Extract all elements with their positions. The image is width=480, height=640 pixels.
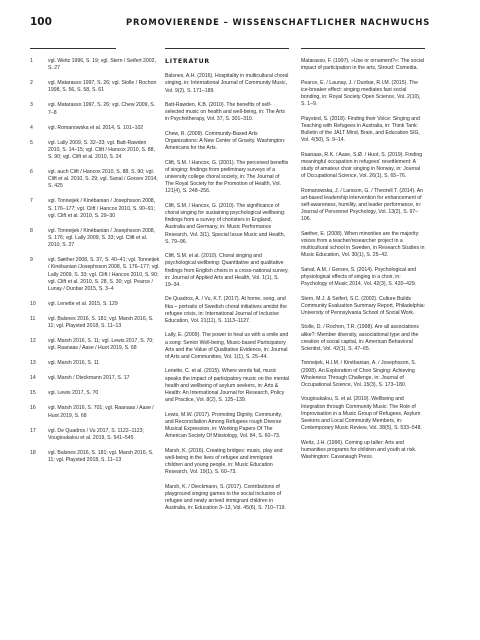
literature-column-middle <box>165 58 289 520</box>
endnote-number: 2 <box>30 80 33 87</box>
reference-entry: Stern, M.J. & Seifert, S.C. (2002). Culture Builds Community Evaluation Summary Report, Philadelphia: University of Pennsylvania School of Social Work. <box>301 295 426 316</box>
literature-heading: LITERATUR <box>165 58 210 65</box>
endnote-text: vgl. Weitz 1996, S. 19; vgl. Stern / Seifert 2002, S. 27 <box>48 58 156 72</box>
reference-entry: Clift, S.M. / Hancox, G. (2010). The significance of choral singing for sustaining psychological wellbeing: findings from a survey of choristers in England, Australia and Germany, in: Music Performance Research, Vol. 3(1), Special Issue Music and Health, S. 79–96. <box>165 202 286 245</box>
reference-entry: Stolle, D. / Rochon, T.R. (1998). Are all associations alike?: Member diversity, associational type and the creation of social capital, in: American Behavioral Scientist, Vol. 42(1), S. 47–65. <box>301 324 419 352</box>
endnote-text: vgl. Balsnes 2016, S. 181; vgl. Marsh 2016, S. 11; vgl. Playsted 2018, S. 11–13 <box>48 316 154 330</box>
reference-entry: Sæther, E. (2008). When minorities are the majority: voices from a teacher/researcher project in a multicultural school in Sweden, in Research Studies in Music Education, Vol. 30(1), S. 25–42. <box>301 230 425 259</box>
reference-entry: Lenette, C. et al. (2015). Where words fail, music speaks the impact of participatory music on the mental health and wellbeing of asylum seekers, in: Arts & Health: An International Journal for Research, Policy and Practice, Vol. 8(2), S. 125–139. <box>165 368 290 404</box>
page-number: 100 <box>30 16 52 28</box>
endnote-number: 15 <box>30 390 36 397</box>
reference-entry: Batt-Rawden, K.B. (2010). The benefits of self-selected music on health and well-being, in: The Arts in Psychotherapy, Vol. 37, S. 301–310. <box>165 102 285 123</box>
reference-entry: Lally, E. (2009). The power to heal us with a smile and a song: Senior Well-being, Music-based Participatory Arts and the Value of Qualitative Evidence, in: Journal of Arts and Communities, Vol. 1(1), S. 25–44. <box>165 332 289 361</box>
endnote <box>30 301 160 308</box>
reference-entry: Balsnes, A.H. (2016). Hospitality in multicultural choral singing, in: International Journal of Community Music, Vol. 9(2), S. 171–189. <box>165 73 289 94</box>
reference-entry: Weitz, J.H. (1996). Coming up taller: Arts and humanities programs for children and youth at risk. Washington: Cavanaugh Press. <box>301 439 417 460</box>
endnote-text: vgl. Sæther 2008, S. 37, S. 40–41; vgl. Tonneijek / Kinébanian /Josephsson 2008, S. 176–177; vgl. Lally 2009, S. 33; vgl. Clift / Hancox 2010, S. 90; vgl. Clift et al. 2010, S. 28, S. 30; vgl. Pearce / Lunay / Dunbar 2015, S. 3–4 <box>48 257 160 293</box>
endnote-number: 7 <box>30 198 33 205</box>
endnote-text: vgl. Tonneijek / Kinébanian / Josephsson 2008, S. 176–177; vgl. Clift / Hancox 2010, S. 90–91; vgl. Clift et al. 2010, S. 29–30 <box>48 198 156 219</box>
endnote <box>30 375 160 382</box>
reference-entry: De Quadros, A. / Vu, K.T. (2017). At home, song, and fika – portraits of Swedish choral initiatives amidst the refugee crisis, in: International Journal of Inclusive Education, Vol. 21(11), S. 1113–1127. <box>165 296 288 325</box>
endnote-number: 18 <box>30 449 36 456</box>
literature-divider-middle <box>165 48 289 49</box>
endnote-text: vgl. Romanowska et al. 2014, S. 101–102 <box>48 124 144 131</box>
endnote-number: 5 <box>30 139 33 146</box>
endnote-number: 11 <box>30 316 36 323</box>
endnote <box>30 140 160 162</box>
notes-divider <box>30 48 116 49</box>
endnote-text: vgl. Lewis 2017, S. 70 <box>48 390 99 397</box>
endnote-number: 10 <box>30 301 36 308</box>
endnote-number: 17 <box>30 427 36 434</box>
endnote-number: 16 <box>30 405 36 412</box>
endnote-number: 13 <box>30 360 36 367</box>
endnote-number: 9 <box>30 257 33 264</box>
endnote <box>30 198 160 220</box>
endnote <box>30 360 160 367</box>
endnote-text: vgl. Marsh 2016, S. 11; vgl. Lewis 2017, S. 70; vgl. Raanaas / Aase / Huot 2019, S. 68 <box>48 338 154 352</box>
endnote <box>30 169 160 191</box>
endnote-text: vgl. De Quadros / Vu 2017, S. 1122–1123; Vougioukalou et al. 2019, S. 541–545 <box>48 427 144 441</box>
page-header <box>30 16 454 30</box>
endnote <box>30 316 160 330</box>
reference-entry: Matarasso, F. (1997). »Use or ornament?«: The social impact of participation in the arts, Stroud: Comedia. <box>301 58 425 72</box>
reference-entry: Chew, R. (2009). Community-Based Arts Organizations: A New Center of Gravity. Washington: Americans for the Arts. <box>165 130 286 152</box>
endnote-text: vgl. Marsh / Dieckmann 2017, S. 17 <box>48 375 130 382</box>
reference-entry: Clift, S.M. / Hancox, G. (2001). The perceived benefits of singing: findings from preliminary surveys of a university college choral society, in: The Journal of The Royal Society for the Promotion of Health, Vol. 121(4), S. 248–256. <box>165 159 289 195</box>
reference-entry: Lewis, M.W. (2017). Promoting Dignity, Community, and Reconciliation Among Refugees rough Diverse Musical Expression, in: Working Papers Of The American Society Of Missiology, Vol. 84, S. 60–73. <box>165 411 282 440</box>
endnote-text: vgl. Lenette et al. 2015, S. 129 <box>48 301 118 308</box>
endnote <box>30 450 160 464</box>
endnote-text: vgl. Matarasso 1997, S. 26; vgl. Stolle / Rochon 1998, S. 56, S. 58, S. 61 <box>48 80 157 94</box>
endnote-number: 6 <box>30 169 33 176</box>
reference-entry: Vougioukalou, S. et al. (2019). Wellbeing and Integration through Community Music: The Role of Improvisation in a Music Group of Refugees, Asylum Seekers and Local Community Members, in: Contemporary Music Review, Vol. 38(5), S. 533–548. <box>301 396 422 432</box>
reference-entry: Playsted, S. (2018). Finding their Voice: Singing and Teaching with Refugees in Australia, in: Think Tank: Bulletin of the JALT Mind, Brain, and Education SIG, Vol. 4(50), S. 9–14. <box>301 115 420 144</box>
endnote-number: 1 <box>30 58 33 64</box>
literature-list-right <box>301 58 425 461</box>
endnote <box>30 257 160 293</box>
literature-column-right <box>301 58 425 468</box>
endnote-number: 8 <box>30 227 33 234</box>
endnote-number: 12 <box>30 338 36 345</box>
endnote <box>30 338 160 352</box>
endnote-number: 14 <box>30 375 36 382</box>
endnote-number: 3 <box>30 102 33 109</box>
reference-entry: Tonneijek, H.I.M. / Kinébanian, A. / Josephsson, S. (2008). An Exploration of Choir Singing: Achieving Wholeness Through Challenge, in: Journal of Occupational Science, Vol. 15(3), S. 173–180. <box>301 360 417 388</box>
endnote <box>30 405 160 419</box>
literature-divider-right <box>301 48 425 49</box>
reference-entry: Clift, S.M. et al. (2010). Choral singing and psychological wellbeing: Quantitative and qualitative findings from English choirs in a cross-national survey, in: Journal of Applied Arts and Health, Vol. 1(1), S. 19–34. <box>165 253 289 289</box>
endnote-text: vgl. Lally 2009, S. 32–33; vgl. Batt-Rawden 2010, S. 14–15; vgl. Clift / Hancox 2010, S. 88, S. 90; vgl. Clift et al. 2010, S. 24 <box>48 139 155 161</box>
endnote-text: vgl. Marsh 2016, S. 701; vgl. Raanaas / Aase / Huot 2019, S. 68 <box>48 405 154 419</box>
reference-entry: Pearce, E. / Launay, J. / Dunbar, R.I.M. (2015). The ice-breaker effect: singing mediates fast social bonding, in: Royal Society Open Science, Vol. 2(10), S. 1–9. <box>301 79 421 108</box>
endnote <box>30 102 160 116</box>
endnote-text: vgl. Tonneijek / Kinébanian / Josephsson 2008, S. 176; vgl. Lally 2009, S. 33; vgl. Clift et al. 2010, S. 27 <box>48 227 156 249</box>
endnote <box>30 228 160 250</box>
literature-list-middle <box>165 73 289 512</box>
endnote-text: vgl. Matarasso 1997, S. 26; vgl. Chew 2009, S. 7–8 <box>48 102 156 116</box>
reference-entry: Marsh, K. / Dieckmann, S. (2017). Contributions of playground singing games to the social inclusion of refugee and newly arrived immigrant children in Australia, in: Education 3–13, Vol. 45(6), S. 710–719. <box>165 483 286 512</box>
endnote <box>30 390 160 397</box>
reference-entry: Romanowska, J. / Larsson, G. / Theorell T. (2014). An art-based leadership intervention for enhancement of self-awareness, humility, and leader performance, in: Journal of Personnel Psychology, Vol. 13(2), S. 97–106. <box>301 187 424 223</box>
endnote <box>30 80 160 94</box>
endnote-text: vgl. Marsh 2016, S. 11 <box>48 360 100 367</box>
endnote-text: vgl. Balsnes 2016, S. 181; vgl. Marsh 2016, S. 11; vgl. Playsted 2018, S. 11–13 <box>48 449 154 464</box>
endnote <box>30 125 160 132</box>
endnote-number: 4 <box>30 124 33 131</box>
reference-entry: Sanal, A.M. / Gorsev, S. (2014). Psychological and physiological effects of singing in a choir, in: Psychology of Music 2014, Vol. 42(3), S. 420–429. <box>301 266 417 288</box>
endnote-text: vgl. auch Clift / Hancox 2010, S. 88, S. 90; vgl. Clift et al. 2010, S. 29; vgl. Sanal / Gorsev 2014, S. 425 <box>48 169 158 190</box>
reference-entry: Marsh, K. (2016). Creating bridges: music, play and well-being in the lives of refugee and immigrant children and young people, in: Music Education Research, Vol. 19(1), S. 60–73. <box>165 447 283 476</box>
reference-entry: Raanaas, R.K. / Aase, S.Ø. / Huot, S. (2019). Finding meaningful occupation in refugees' resettlement: A study of amateur choir singing in Norway, in: Journal of Occupational Science, Vol. 26(1), S. 65–76. <box>301 151 423 180</box>
running-title: PROMOVIERENDE – WISSENSCHAFTLICHER NACHWUCHS <box>126 17 431 27</box>
endnote <box>30 428 160 442</box>
endnote <box>30 58 160 72</box>
endnotes-column <box>30 58 160 472</box>
